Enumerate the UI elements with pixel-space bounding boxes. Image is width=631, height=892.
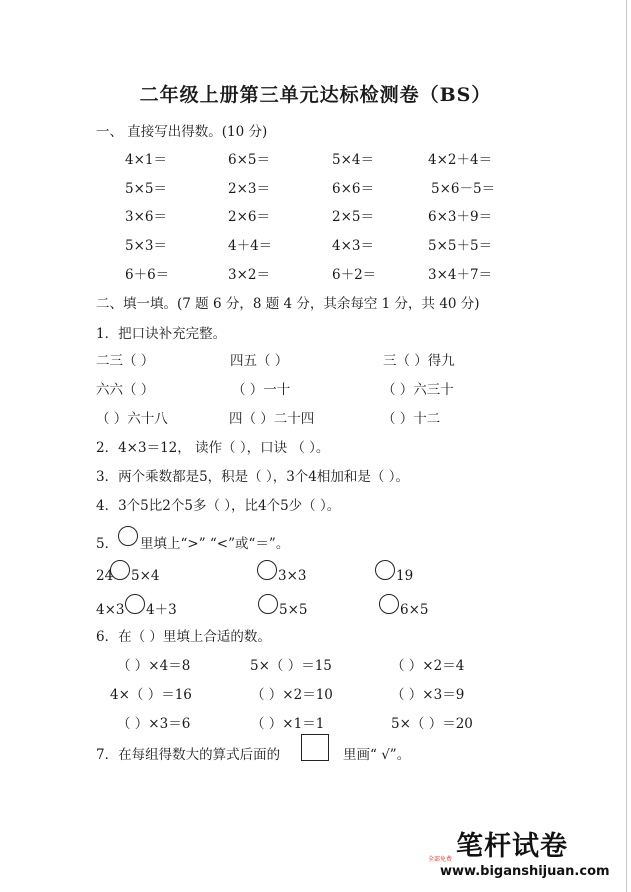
fill-cell: 5×（ ）＝20 [391, 716, 473, 732]
calc-cell: 2×3＝ [228, 181, 270, 197]
fill-cell: （ ）×3＝6 [117, 716, 191, 732]
question-6-label: 6．在（ ）里填上合适的数。 [96, 629, 271, 645]
watermark-logo: 笔杆试卷 [456, 831, 568, 862]
koujue-cell: （ ）一十 [232, 382, 291, 398]
watermark-url: www.biganshijuan.com [440, 864, 610, 879]
calc-cell: 2×6＝ [228, 209, 270, 225]
fill-cell: （ ）×4＝8 [117, 658, 191, 674]
compare-right: 5×5 [279, 602, 308, 618]
koujue-cell: （ ）十二 [382, 411, 441, 427]
answer-circle[interactable] [118, 526, 138, 546]
koujue-cell: （ ）六十八 [96, 411, 168, 427]
koujue-cell: 四五（ ） [230, 353, 289, 369]
answer-circle[interactable] [375, 560, 395, 580]
calc-cell: 3×2＝ [228, 267, 270, 283]
calc-cell: 3×6＝ [125, 209, 167, 225]
compare-left: 24 [96, 568, 114, 584]
question-5-instruction: 里填上“>” “<”或“＝”。 [140, 536, 290, 552]
koujue-cell: 六六（ ） [96, 382, 155, 398]
calc-cell: 5×5＝ [125, 181, 167, 197]
calc-cell: 4×1＝ [125, 152, 167, 168]
section-2-heading: 二、填一填。(7 题 6 分，8 题 4 分，其余每空 1 分，共 40 分) [96, 296, 480, 312]
watermark-small-text: 全部免费 [428, 856, 453, 863]
question-3: 3．两个乘数都是5，积是（ ），3个4相加和是（ ）。 [96, 469, 409, 485]
calc-cell: 4×2＋4＝ [428, 152, 493, 168]
answer-circle[interactable] [258, 594, 278, 614]
calc-cell: 6＋2＝ [332, 267, 377, 283]
answer-circle[interactable] [379, 594, 399, 614]
fill-cell: （ ）×3＝9 [391, 687, 465, 703]
koujue-cell: （ ）六三十 [382, 382, 454, 398]
calc-cell: 4×3＝ [332, 238, 374, 254]
compare-right: 5×4 [131, 568, 160, 584]
compare-right: 19 [396, 568, 414, 584]
compare-left: 4×3 [96, 602, 125, 618]
calc-cell: 6×5＝ [228, 152, 270, 168]
answer-box[interactable] [301, 734, 329, 761]
fill-cell: 5×（ ）＝15 [250, 658, 332, 674]
calc-cell: 3×4＋7＝ [428, 267, 493, 283]
question-4: 4．3个5比2个5多（ ），比4个5少（ ）。 [96, 498, 341, 514]
calc-cell: 5×6－5＝ [431, 181, 496, 197]
fill-cell: （ ）×2＝10 [251, 687, 333, 703]
question-5-number: 5． [96, 536, 119, 552]
question-2: 2．4×3＝12， 读作（ ），口诀 （ ）。 [96, 440, 330, 456]
calc-cell: 6×3＋9＝ [428, 209, 493, 225]
calc-cell: 4＋4＝ [228, 238, 273, 254]
answer-circle[interactable] [110, 560, 130, 580]
section-1-heading: 一、 直接写出得数。(10 分) [96, 124, 268, 140]
calc-cell: 6×6＝ [332, 181, 374, 197]
compare-right: 4＋3 [146, 602, 177, 618]
calc-cell: 5×5＋5＝ [428, 238, 493, 254]
question-7-instruction: 里画“ √”。 [343, 747, 411, 763]
calc-cell: 2×5＝ [332, 209, 374, 225]
koujue-cell: 三（ ）得九 [383, 353, 455, 369]
koujue-cell: 二三（ ） [96, 353, 155, 369]
page-title: 二年级上册第三单元达标检测卷（BS） [139, 84, 492, 106]
compare-right: 6×5 [400, 602, 429, 618]
calc-cell: 5×4＝ [332, 152, 374, 168]
calc-cell: 5×3＝ [125, 238, 167, 254]
fill-cell: （ ）×2＝4 [391, 658, 465, 674]
calc-cell: 6＋6＝ [125, 267, 170, 283]
compare-right: 3×3 [278, 568, 307, 584]
fill-cell: （ ）×1＝1 [251, 716, 325, 732]
koujue-cell: 四（ ）二十四 [229, 411, 315, 427]
page-right-border [626, 0, 627, 892]
fill-cell: 4×（ ）＝16 [110, 687, 192, 703]
question-1-label: 1．把口诀补充完整。 [96, 326, 227, 342]
answer-circle[interactable] [125, 594, 145, 614]
answer-circle[interactable] [257, 560, 277, 580]
question-7-text: 7．在每组得数大的算式后面的 [96, 747, 281, 763]
